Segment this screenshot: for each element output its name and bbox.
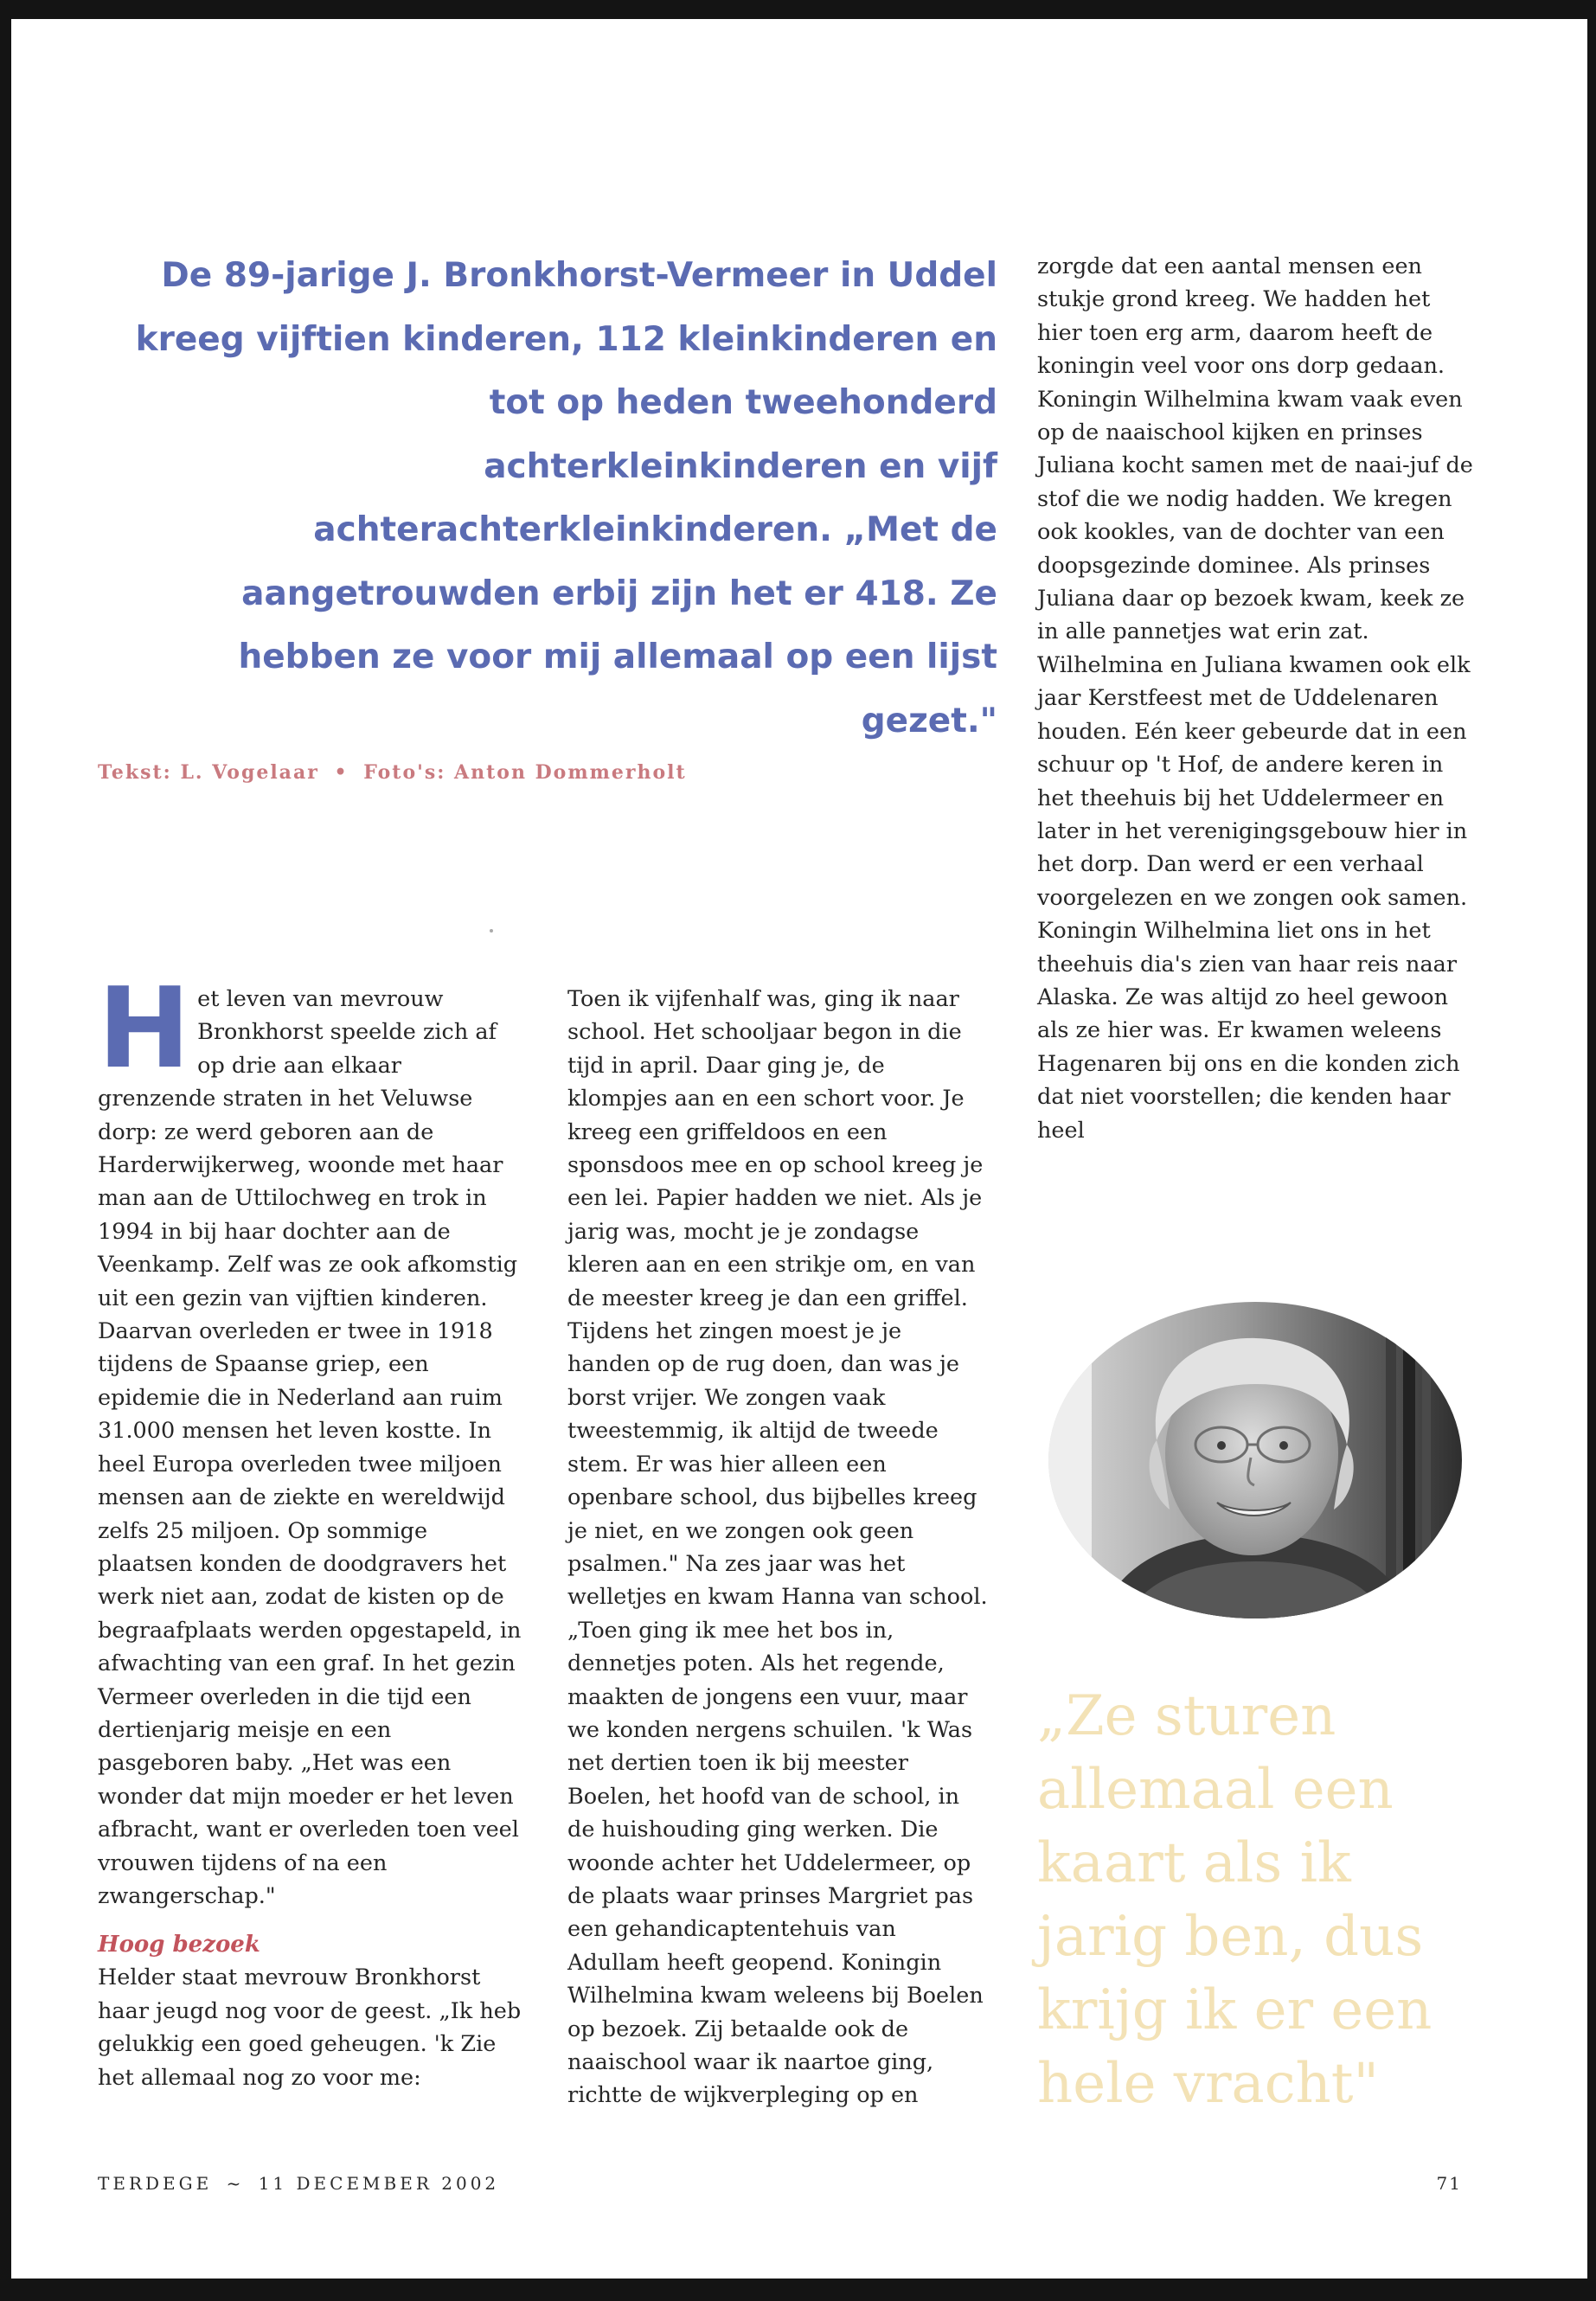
paragraph: Koningin Wilhelmina kwam vaak even op de naaischool kijken en prinses Juliana kocht samen met de naai-juf de stof die we nodig hadden. We kregen ook kookles, van de dochter van een doopsgezinde dominee. Als prinses Juliana daar op bezoek kwam, keek ze in alle pannetjes wat erin zat. [1037, 386, 1473, 645]
footer-magazine: TERDEGE [98, 2173, 213, 2194]
byline-photo-label: Foto's: [363, 761, 446, 784]
paragraph: zorgde dat een aantal mensen een stukje grond kreeg. We hadden het hier toen erg arm, daarom heeft de koningin veel voor ons dorp gedaan. [1037, 253, 1445, 380]
byline-text-label: Tekst: [98, 761, 172, 784]
pull-quote: „Ze sturen allemaal een kaart als ik jarig ben, dus krijg ik er een hele vracht" [1037, 1684, 1433, 2116]
byline-photo-author: Anton Dommerholt [454, 761, 687, 784]
byline [98, 761, 687, 784]
page-number: 71 [1436, 2173, 1462, 2194]
paragraph: Toen ik vijfenhalf was, ging ik naar school. Het schooljaar begon in die tijd in april. Daar ging je, de klompjes aan en een schort voor. Je kreeg een griffeldoos en een sponsdoos mee en op school kreeg je een lei. Papier hadden we niet. Als je jarig was, mocht je je zondagse kleren aan en een strikje om, en van de meester kreeg je dan een griffel. Tijdens het zingen moest je je handen op de rug doen, dan was je borst vrijer. We zongen vaak tweestemmig, ik altijd de tweede stem. Er was hier alleen een openbare school, dus bijbelles kreeg je niet, en we zongen ook geen psalmen." Na zes jaar was het welletjes en kwam Hanna van school. „Toen ging ik mee het bos in, dennetjes poten. Als het regende, maakten de jongens een vuur, maar we konden nergens schuilen. 'k Was net dertien toen ik bij meester Boelen, het hoofd van de school, in de huishouding ging werken. Die woonde achter het Uddelermeer, op de plaats waar prinses Margriet pas een gehandicaptentehuis van Adullam heeft geopend. Koningin Wilhelmina kwam weleens bij Boelen op bezoek. Zij betaalde ook de naaischool waar ik naartoe ging, richtte de wijkverpleging op en [567, 986, 988, 2109]
portrait-photo [1048, 1302, 1462, 1618]
byline-separator: • [334, 761, 349, 784]
subheading: Hoog bezoek [98, 1932, 260, 1958]
drop-cap: H [98, 965, 191, 1093]
paragraph: Wilhelmina en Juliana kwamen ook elk jaar Kerstfeest met de Uddelenaren houden. Eén keer gebeurde dat in een schuur op 't Hof, de andere keren in het theehuis bij het Uddelermeer en later in het verenigingsgebouw hier in het dorp. Dan werd er een verhaal voorgelezen en we zongen ook samen. Koningin Wilhelmina liet ons in het theehuis dia's zien van haar reis naar Alaska. Ze was altijd zo heel gewoon als ze hier was. Er kwamen weleens Hagenaren bij ons en die konden zich dat niet voorstellen; die kenden haar heel [1037, 651, 1471, 1144]
paragraph: Helder staat mevrouw Bronkhorst haar jeugd nog voor de geest. „Ik heb gelukkig een goed geheugen. 'k Zie het allemaal nog zo voor me: [98, 1965, 522, 2091]
print-speck [490, 929, 493, 933]
byline-text-author: L. Vogelaar [180, 761, 319, 784]
paragraph-opening-text: et leven van mevrouw Bronkhorst speelde zich af op drie aan elkaar grenzende straten in het Veluwse dorp: ze werd geboren aan de Harderwijkerweg, woonde met haar man aan de Uttilochweg en trok in 1994 in bij haar dochter aan de Veenkamp. Zelf was ze ook afkomstig uit een gezin van vijftien kinderen. Daarvan overleden er twee in 1918 tijdens de Spaanse griep, een epidemie die in Nederland aan ruim 31.000 mensen het leven kostte. In heel Europa overleden twee miljoen mensen aan de ziekte en wereldwijd zelfs 25 miljoen. Op sommige plaatsen konden de doodgravers het werk niet aan, zodat de kisten op de begraafplaats werden opgestapeld, in afwachting van een graf. In het gezin Vermeer overleden in die tijd een dertienjarig meisje en een pasgeboren baby. „Het was een wonder dat mijn moeder er het leven afbracht, want er overleden toen veel vrouwen tijdens of na een zwangerschap." [98, 986, 522, 1909]
intro-lead: De 89-jarige J. Bronkhorst-Vermeer in Uddel kreeg vijftien kinderen, 112 kleinkinderen en tot op heden tweehonderd achterkleinkinderen en vijf achterachterkleinkinderen. „Met de aangetrouwden erbij zijn het er 418. Ze hebben ze voor mij allemaal op een lijst gezet." [135, 256, 997, 740]
footer-date: 11 DECEMBER 2002 [258, 2173, 500, 2194]
footer-publication [98, 2173, 499, 2194]
article-column-3 [1037, 250, 1474, 1147]
paragraph-opening [98, 965, 522, 1913]
article-column-1 [98, 965, 522, 2094]
article-column-2 [567, 983, 991, 2112]
portrait-illustration [1048, 1302, 1462, 1618]
footer-dash: ~ [226, 2173, 245, 2194]
